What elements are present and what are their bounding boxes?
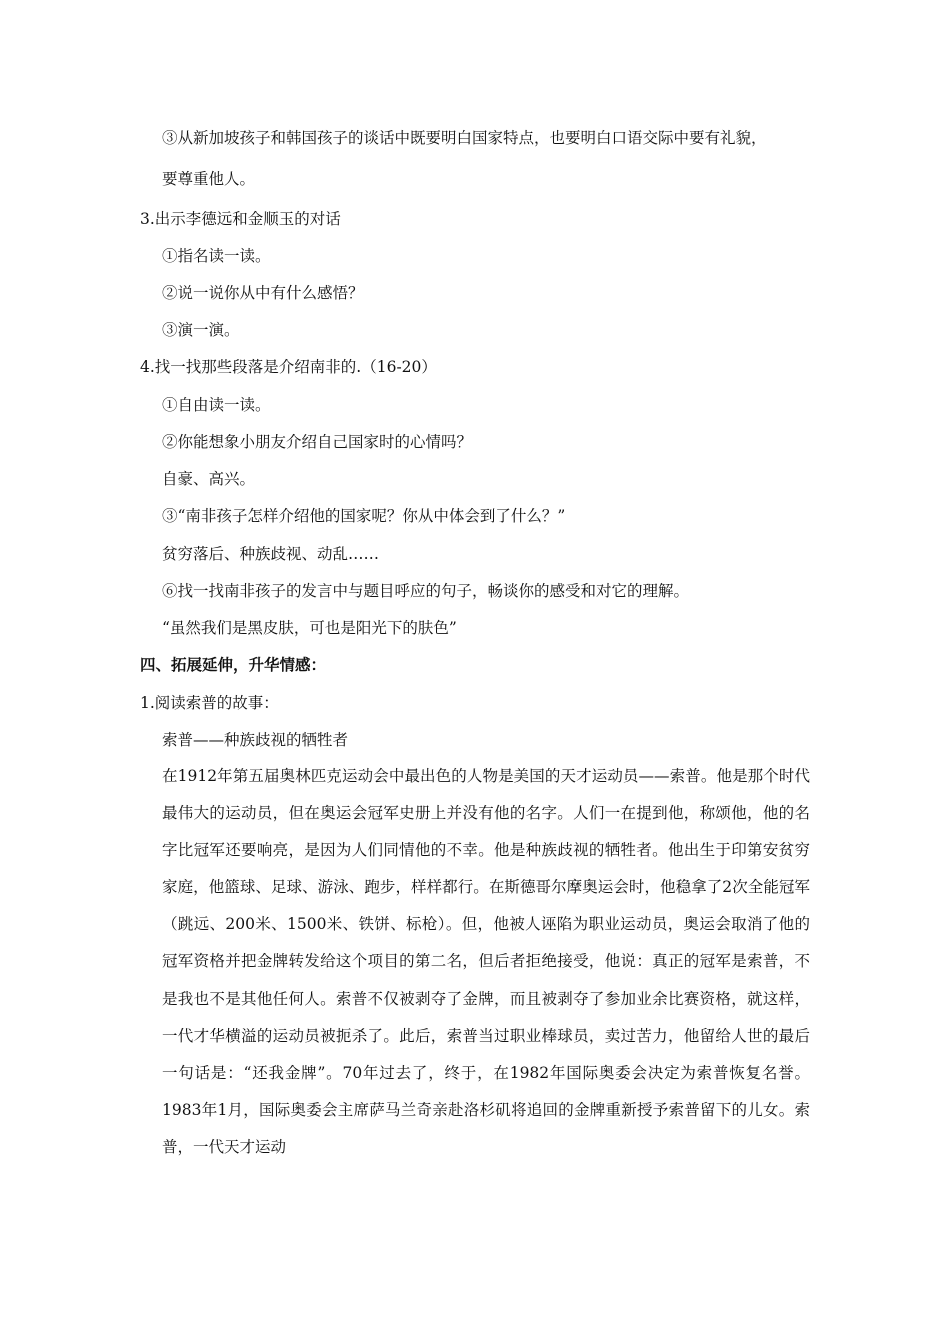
text-line-proud-happy: 自豪、高兴。: [162, 470, 256, 488]
text-line-act-out: ③演一演。: [162, 321, 240, 339]
text-line-read-aloud: ①指名读一读。: [162, 247, 271, 265]
section-heading-four: 四、拓展延伸，升华情感：: [140, 656, 327, 674]
text-line-item4-south-africa: 4.找一找那些段落是介绍南非的.（16-20）: [140, 358, 437, 376]
text-line-imagine-mood: ②你能想象小朋友介绍自己国家时的心情吗？: [162, 433, 473, 451]
text-line-item3-dialogue: 3.出示李德远和金顺玉的对话: [140, 210, 341, 228]
text-line-read-story: 1.阅读索普的故事：: [140, 694, 279, 712]
text-line-feelings: ②说一说你从中有什么感悟？: [162, 284, 364, 302]
text-line-respect-others: 要尊重他人。: [162, 170, 256, 188]
text-line-quote-skin: “虽然我们是黑皮肤，可也是阳光下的肤色”: [162, 619, 457, 637]
story-paragraph: 在1912年第五届奥林匹克运动会中最出色的人物是美国的天才运动员——索普。他是那个时代最伟大的运动员，但在奥运会冠军史册上并没有他的名字。人们一在提到他，称颂他，他的名字比冠军还要响亮，是因为人们同情他的不幸。他是种族歧视的牺牲者。他出生于印第安贫穷家庭，他篮球、足球、游泳、跑步，样样都行。在斯德哥尔摩奥运会时，他稳拿了2次全能冠军（跳远、200米、1500米、铁饼、标枪）。但，他被人诬陷为职业运动员，奥运会取消了他的冠军资格并把金牌转发给这个项目的第二名，但后者拒绝接受，他说：真正的冠军是索普，不是我也不是其他任何人。索普不仅被剥夺了金牌，而且被剥夺了参加业余比赛资格，就这样，一代才华横溢的运动员被扼杀了。此后，索普当过职业棒球员，卖过苦力，他留给人世的最后一句话是：“还我金牌”。70年过去了，终于，在1982年国际奥委会决定为索普恢复名誉。1983年1月，国际奥委会主席萨马兰奇亲赴洛杉矶将追回的金牌重新授予索普留下的儿女。索普，一代天才运动: [162, 767, 810, 1156]
story-title: 索普——种族歧视的牺牲者: [162, 731, 349, 749]
text-line-free-reading: ①自由读一读。: [162, 396, 271, 414]
text-line-poverty: 贫穷落后、种族歧视、动乱……: [162, 545, 380, 563]
text-line-south-africa-question: ③“南非孩子怎样介绍他的国家呢？你从中体会到了什么？”: [162, 507, 566, 525]
text-line-point3-respect: ③从新加坡孩子和韩国孩子的谈话中既要明白国家特点，也要明白口语交际中要有礼貌，: [162, 129, 767, 147]
text-line-find-sentence: ⑥找一找南非孩子的发言中与题目呼应的句子，畅谈你的感受和对它的理解。: [162, 582, 690, 600]
